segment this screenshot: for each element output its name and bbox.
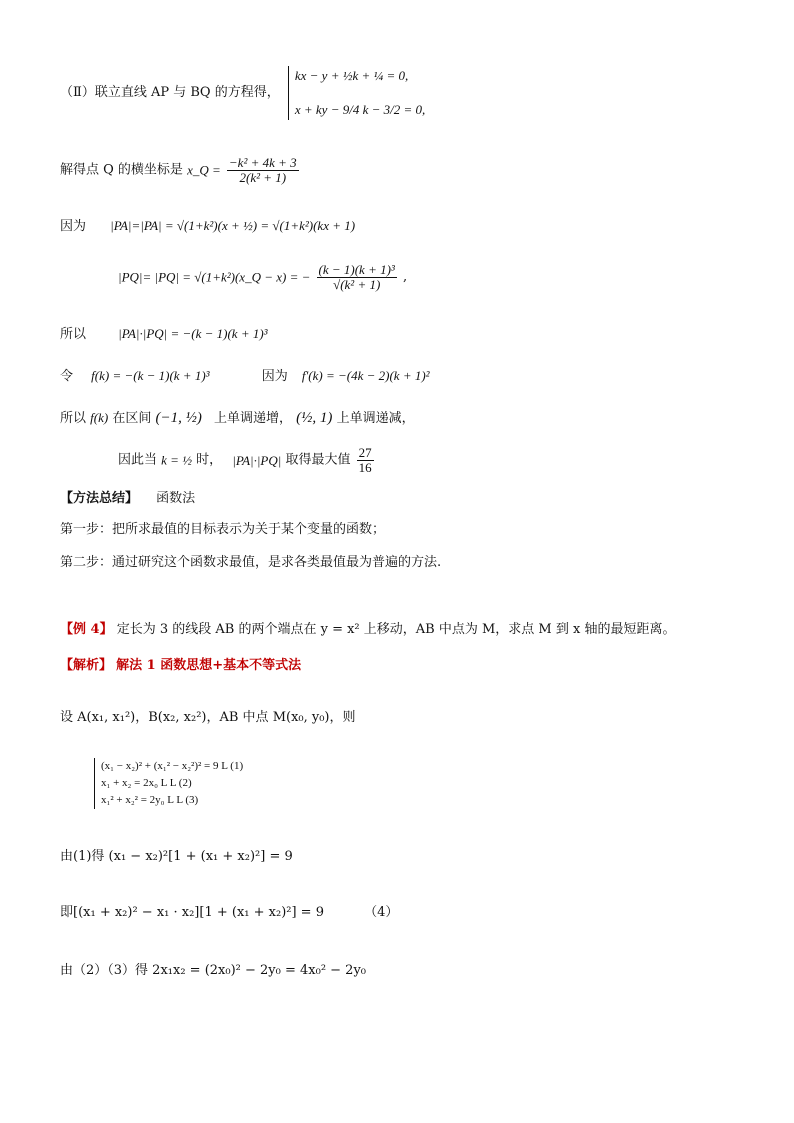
method-summary-heading [60,491,195,507]
eq4-expression: 即[(x₁ + x₂)² − x₁ · x₂][1 + (x₁ + x₂)²] = 9 [60,905,324,920]
max-line [118,446,376,475]
pa-line [60,218,355,235]
fk-derivative: f′(k) = −(4k − 2)(k + 1)² [301,368,430,383]
max-text-b: 时， [196,452,223,468]
fk-expression: f(k) = −(k − 1)(k + 1)³ [91,368,210,383]
max-value-numerator: 27 [358,445,372,460]
pa-expression: |PA|=|PA| = √(1+k²)(x + ½) = √(1+k²)(kx + 1) [110,218,356,233]
method-name: 函数法 [156,491,196,506]
method-title: 【方法总结】 [60,491,139,506]
mono-text-c: 上单调递增， [214,411,293,426]
xq-fraction [227,156,299,185]
part2-line [60,66,425,140]
xq-lhs: x_Q = [187,162,221,178]
product-expression: |PA|·|PQ| = −(k − 1)(k + 1)³ [118,326,268,341]
mono-text-b: 在区间 [112,411,152,426]
max-value-denominator: 16 [358,460,372,475]
system2-eq2: x₁ + x₂ = 2x₀ L L (2) [101,777,192,789]
fk-line [60,368,430,385]
max-condition: k = ½ [161,452,192,468]
interval-increasing: (−1, ½) [155,410,202,426]
max-text-a: 因此当 [118,452,158,468]
mono-text-a: 所以 [60,411,87,426]
pa-label: 因为 [60,219,87,234]
from23-line: 由（2）（3）得 2x₁x₂ = (2x₀)² − 2y₀ = 4x₀² − 2y₀ [60,963,367,978]
analysis-line [60,658,301,674]
max-expression: |PA|·|PQ| [232,452,282,468]
max-text-c: 取得最大值 [285,452,351,468]
product-label: 所以 [60,327,87,342]
mono-text-d: 上单调递减， [336,411,415,426]
method-step2: 第二步：通过研究这个函数求最值，是求各类最值最为普遍的方法. [60,555,442,570]
example4-problem: 定长为 3 的线段 AB 的两个端点在 y = x² 上移动，AB 中点为 M，求点 M 到 x 轴的最短距离。 [116,622,676,637]
pq-expression: |PQ|= |PQ| = √(1+k²)(x_Q − x) = − [118,269,311,285]
equation-system [288,66,425,120]
system-eq2: x + ky − 9/4 k − 3/2 = 0, [294,102,426,117]
pq-fraction [317,263,397,292]
analysis-tag: 【解析】 [60,658,113,673]
from1-line: 由(1)得 (x₁ − x₂)²[1 + (x₁ + x₂)²] = 9 [60,849,293,864]
pq-numerator: (k − 1)(k + 1)³ [318,262,395,277]
method-step1: 第一步：把所求最值的目标表示为关于某个变量的函数； [60,522,386,537]
interval-decreasing: (½, 1) [296,410,333,426]
pq-denominator: √(k² + 1) [333,277,381,292]
fk-label: 令 [60,369,74,384]
product-line [60,326,268,343]
fk-because: 因为 [261,369,288,384]
monotonic-line [60,410,415,427]
part2-intro: （Ⅱ）联立直线 AP 与 BQ 的方程得， [60,85,280,100]
system-eq1: kx − y + ½k + ¼ = 0, [294,68,409,83]
system2-eq3: x₁² + x₂² = 2y₀ L L (3) [101,794,199,806]
setup-line: 设 A(x₁, x₁²)，B(x₂, x₂²)，AB 中点 M(x₀, y₀)，则 [60,710,356,725]
example4-tag: 【例 4】 [60,622,113,637]
xq-line [60,156,301,185]
system2-brace [94,758,243,809]
eq4-line [60,905,398,921]
example4-line [60,622,675,638]
pq-tail: , [402,269,408,285]
analysis-method: 解法 1 函数思想+基本不等式法 [116,658,302,673]
max-value-fraction [357,446,374,475]
xq-denominator: 2(k² + 1) [239,170,287,185]
equation-system-2 [90,758,243,809]
system2-eq1: (x₁ − x₂)² + (x₁² − x₂²)² = 9 L (1) [101,760,244,772]
mono-fk: f(k) [90,410,109,425]
xq-numerator: −k² + 4k + 3 [228,155,297,170]
eq4-tag: （4） [364,905,399,920]
xq-label: 解得点 Q 的横坐标是 [60,162,183,178]
pq-line [118,263,407,292]
